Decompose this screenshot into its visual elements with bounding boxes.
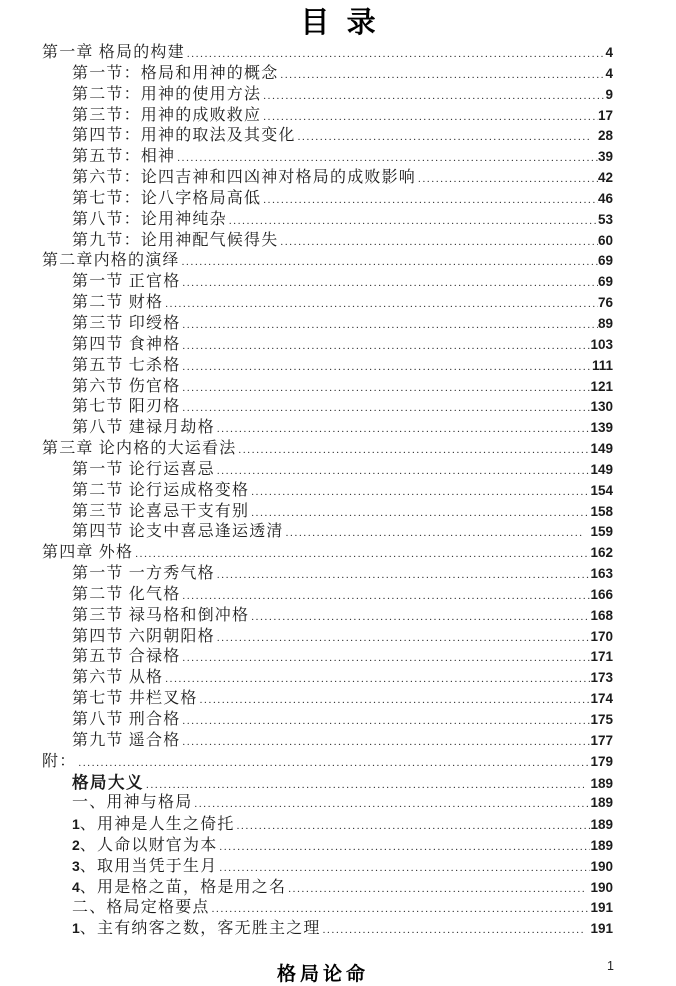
toc-entry-page: 189 [590, 795, 613, 811]
toc-entry [0, 251, 676, 272]
toc-entry-label: 二、格局定格要点 [72, 898, 210, 916]
toc-entry-label: 、人命以财官为本 [79, 837, 218, 855]
toc-entry-label: 第四节：用神的取法及其变化 [72, 127, 296, 145]
toc-entry [0, 189, 676, 210]
toc-entry-label: 第二节 论行运成格变格 [72, 481, 250, 499]
toc-entry [0, 43, 676, 64]
toc-entry-label: 第七节 阳刃格 [72, 398, 181, 416]
toc-entry-label: 第八节 建禄月劫格 [72, 419, 215, 437]
toc-dot-leader [177, 148, 598, 169]
toc-entry-number-prefix: 1 [72, 920, 80, 937]
toc-dot-leader [182, 357, 592, 378]
toc-entry-page: 177 [590, 732, 613, 748]
toc-entry-page: 130 [590, 399, 613, 415]
toc-entry-label: 第三节 论喜忌干支有别 [72, 502, 250, 520]
toc-entry [0, 710, 676, 731]
toc-entry-page: 158 [590, 503, 613, 519]
toc-entry [0, 335, 676, 356]
toc-dot-leader [217, 565, 591, 586]
toc-entry [0, 439, 676, 460]
toc-entry-label: 一、用神与格局 [72, 794, 193, 812]
toc-entry-page: 89 [597, 315, 613, 331]
toc-entry [0, 106, 676, 127]
toc-entry-label: 第三节 印绶格 [72, 314, 181, 332]
toc-entry-page: 76 [597, 295, 613, 311]
toc-entry-label: 附： [42, 752, 77, 770]
toc-dot-leader [182, 732, 590, 753]
toc-dot-leader [251, 482, 590, 503]
footer-book-title: 格局论命 [276, 964, 370, 985]
toc-entry-number-prefix: 2 [72, 837, 80, 854]
toc-entry-page: 191 [590, 899, 613, 915]
toc-entry-label: 第七节 井栏叉格 [72, 690, 198, 708]
toc-entry-label: 、用是格之苗，格是用之名 [79, 878, 287, 896]
toc-entry-page: 149 [590, 441, 613, 457]
toc-dot-leader [263, 86, 605, 107]
toc-entry-page: 103 [590, 336, 613, 352]
toc-entry [0, 168, 676, 189]
toc-entry [0, 418, 676, 439]
toc-dot-leader [182, 315, 598, 336]
toc-entry [0, 898, 676, 919]
toc-entry-number-prefix: 1 [72, 816, 80, 833]
toc-dot-leader [182, 711, 590, 732]
toc-entry [0, 502, 676, 523]
toc-entry [0, 689, 676, 710]
toc-entry [0, 397, 676, 418]
toc-dot-leader [418, 169, 598, 190]
toc-dot-leader [187, 44, 606, 65]
toc-entry [0, 918, 676, 939]
toc-entry-page: 159 [590, 524, 613, 540]
toc-dot-leader [229, 211, 598, 232]
toc-entry-label: 第二章内格的演绎 [42, 252, 180, 270]
toc-entry-page: 170 [590, 628, 613, 644]
toc-entry-page: 17 [597, 107, 613, 123]
toc-entry-label: 第八节：论用神纯杂 [72, 210, 227, 228]
toc-entry [0, 543, 676, 564]
toc-entry-label: 第六节 伤官格 [72, 377, 181, 395]
toc-list [0, 43, 676, 939]
toc-entry-label: 、主有纳客之数，客无胜主之理 [79, 920, 321, 938]
toc-dot-leader [182, 398, 590, 419]
toc-entry-page: 162 [590, 545, 613, 561]
toc-entry [0, 147, 676, 168]
toc-entry-label: 第一节 论行运喜忌 [72, 460, 215, 478]
toc-entry [0, 647, 676, 668]
toc-entry [0, 522, 676, 543]
toc-entry-label: 第二节 财格 [72, 294, 164, 312]
page-title: 目 录 [300, 7, 376, 39]
toc-dot-leader [182, 648, 590, 669]
toc-entry-page: 154 [590, 482, 613, 498]
toc-entry [0, 814, 676, 835]
toc-dot-leader [200, 690, 591, 711]
toc-entry [0, 627, 676, 648]
toc-entry-page: 139 [590, 420, 613, 436]
toc-dot-leader [263, 190, 598, 211]
toc-entry [0, 856, 676, 877]
toc-dot-leader [212, 899, 591, 920]
toc-entry-page: 175 [590, 712, 613, 727]
toc-entry-label: 第三节 禄马格和倒冲格 [72, 606, 250, 624]
toc-entry [0, 835, 676, 856]
toc-entry [0, 481, 676, 502]
toc-dot-leader [217, 628, 591, 649]
toc-dot-leader [78, 753, 590, 774]
toc-dot-leader [286, 523, 585, 544]
toc-entry-label: 第一章 格局的构建 [42, 44, 185, 61]
toc-entry-page: 149 [590, 461, 613, 477]
toc-entry-label: 第四节 六阴朝阳格 [72, 627, 215, 645]
toc-entry [0, 585, 676, 606]
toc-entry-page: 168 [590, 607, 613, 623]
toc-entry-label: 第一节：格局和用神的概念 [72, 64, 279, 82]
toc-entry [0, 606, 676, 627]
toc-dot-leader [217, 419, 591, 440]
toc-entry-label: 第四节 论支中喜忌逢运透清 [72, 523, 284, 541]
toc-entry-page: 28 [597, 128, 613, 144]
toc-entry-page: 42 [597, 170, 613, 186]
toc-dot-leader [182, 336, 590, 357]
toc-entry-label: 第五节 七杀格 [72, 356, 181, 374]
toc-entry-label: 格局大义 [72, 773, 144, 792]
toc-entry-page: 69 [597, 274, 613, 290]
toc-entry-number-prefix: 3 [72, 857, 80, 874]
toc-dot-leader [263, 107, 598, 128]
toc-dot-leader [219, 858, 590, 879]
toc-entry-page: 69 [597, 253, 613, 269]
toc-entry-label: 第四节 食神格 [72, 335, 181, 353]
toc-entry [0, 877, 676, 898]
toc-entry-page: 191 [590, 921, 613, 937]
toc-dot-leader [182, 252, 598, 273]
toc-entry-page: 4 [605, 45, 613, 60]
toc-entry-label: 第三节：用神的成败救应 [72, 106, 262, 124]
toc-dot-leader [251, 607, 590, 628]
toc-dot-leader [146, 775, 584, 796]
toc-entry-page: 9 [605, 86, 613, 102]
toc-dot-leader [298, 127, 592, 148]
toc-entry [0, 126, 676, 147]
toc-entry-page: 166 [590, 586, 613, 602]
toc-entry-page: 163 [590, 566, 613, 582]
toc-entry-label: 第二节 化气格 [72, 585, 181, 603]
toc-entry [0, 377, 676, 398]
toc-dot-leader [182, 273, 598, 294]
toc-entry [0, 64, 676, 85]
toc-entry-label: 第三章 论内格的大运看法 [42, 440, 237, 458]
toc-dot-leader [237, 816, 591, 837]
toc-dot-leader [182, 586, 590, 607]
toc-entry [0, 293, 676, 314]
toc-entry [0, 272, 676, 293]
toc-entry-page: 190 [590, 879, 613, 895]
toc-entry-label: 第一节 正官格 [72, 273, 181, 291]
toc-dot-leader [165, 294, 598, 315]
toc-entry [0, 85, 676, 106]
toc-entry-label: 、用神是人生之倚托 [79, 816, 235, 834]
toc-entry-page: 39 [597, 149, 613, 165]
toc-entry-page: 174 [590, 691, 613, 707]
toc-entry [0, 752, 676, 773]
toc-entry-label: 第七节：论八字格局高低 [72, 189, 262, 207]
toc-entry-page: 189 [590, 817, 613, 833]
toc-dot-leader [165, 669, 590, 690]
toc-entry-page: 173 [590, 670, 613, 686]
toc-dot-leader [280, 65, 605, 86]
toc-entry-label: 第五节：相神 [72, 148, 176, 166]
toc-entry-page: 189 [590, 838, 613, 854]
toc-entry-label: 、取用当凭于生月 [79, 857, 218, 875]
toc-entry-page: 121 [590, 378, 613, 394]
toc-entry-label: 第九节 遥合格 [72, 731, 181, 749]
toc-entry-label: 第一节 一方秀气格 [72, 565, 215, 583]
toc-entry [0, 773, 676, 794]
toc-dot-leader [194, 794, 590, 815]
toc-entry-page: 190 [590, 858, 613, 874]
toc-dot-leader [323, 920, 585, 941]
toc-entry [0, 793, 676, 814]
toc-entry-label: 第六节：论四吉神和四凶神对格局的成败影响 [72, 169, 417, 187]
footer-page-number: 1 [607, 959, 614, 973]
toc-dot-leader [217, 461, 591, 482]
toc-entry [0, 731, 676, 752]
toc-entry-page: 46 [597, 190, 613, 206]
toc-dot-leader [135, 544, 590, 565]
toc-entry-page: 4 [605, 65, 613, 81]
toc-entry-page: 53 [597, 211, 613, 227]
toc-entry-page: 179 [590, 753, 613, 769]
toc-dot-leader [182, 378, 590, 399]
toc-entry-page: 111 [591, 357, 613, 373]
toc-entry [0, 210, 676, 231]
toc-dot-leader [238, 440, 590, 461]
toc-entry-label: 第六节 从格 [72, 669, 164, 687]
toc-dot-leader [280, 232, 598, 253]
toc-entry [0, 460, 676, 481]
toc-entry [0, 314, 676, 335]
toc-dot-leader [288, 879, 584, 900]
toc-entry-label: 第四章 外格 [42, 544, 134, 562]
toc-dot-leader [219, 837, 590, 858]
toc-entry-page: 60 [597, 232, 613, 248]
toc-entry-label: 第五节 合禄格 [72, 648, 181, 666]
toc-entry-page: 171 [590, 649, 613, 665]
toc-entry-number-prefix: 4 [72, 878, 80, 895]
toc-entry [0, 356, 676, 377]
toc-entry [0, 564, 676, 585]
toc-entry-page: 189 [590, 775, 613, 791]
toc-entry-label: 第九节：论用神配气候得失 [72, 231, 279, 249]
toc-entry [0, 668, 676, 689]
toc-entry-label: 第二节：用神的使用方法 [72, 85, 262, 103]
toc-entry [0, 231, 676, 252]
toc-dot-leader [251, 503, 590, 524]
toc-entry-label: 第八节 刑合格 [72, 711, 181, 728]
